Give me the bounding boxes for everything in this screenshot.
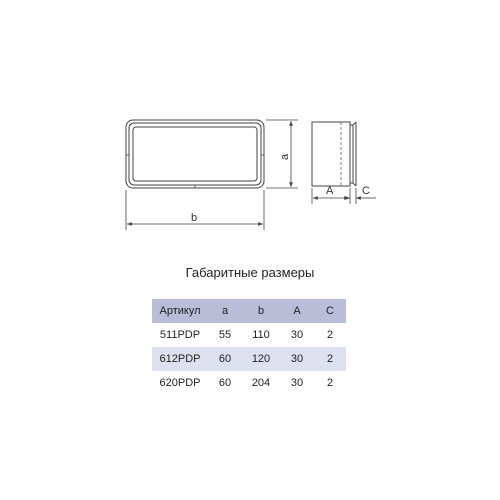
dim-label-A: A (326, 185, 334, 197)
table-row (152, 323, 346, 347)
cell-A: 30 (290, 377, 304, 389)
cell-article: 511PDP (159, 329, 201, 341)
middle-frame (129, 123, 261, 185)
header-a: a (221, 305, 229, 317)
cell-a: 60 (218, 377, 232, 389)
dim-label-b: b (191, 212, 198, 224)
dimension-b (126, 190, 264, 230)
dimensions-table (152, 299, 346, 395)
dim-label-a: a (279, 153, 291, 160)
header-C: C (326, 305, 334, 317)
side-view (312, 122, 356, 186)
table-header-row (152, 299, 346, 323)
header-b: b (257, 305, 265, 317)
outer-frame (126, 120, 264, 188)
cell-C: 2 (326, 377, 334, 389)
table-row (152, 371, 346, 395)
dim-label-C: C (362, 185, 370, 197)
cell-b: 204 (251, 377, 271, 389)
header-A: A (293, 305, 301, 317)
cell-A: 30 (290, 353, 304, 365)
front-view (126, 120, 264, 188)
header-article: Артикул (159, 305, 201, 317)
cell-b: 120 (251, 353, 271, 365)
table-title: Габаритные размеры (185, 265, 315, 280)
cell-b: 110 (252, 329, 270, 341)
cell-article: 620PDP (159, 377, 201, 389)
cell-C: 2 (326, 353, 334, 365)
cell-C: 2 (326, 329, 334, 341)
cell-a: 55 (218, 329, 232, 341)
cell-A: 30 (290, 329, 304, 341)
table-row (152, 347, 346, 371)
cell-a: 60 (218, 353, 232, 365)
cell-article: 612PDP (159, 353, 201, 365)
inner-frame (133, 127, 257, 181)
